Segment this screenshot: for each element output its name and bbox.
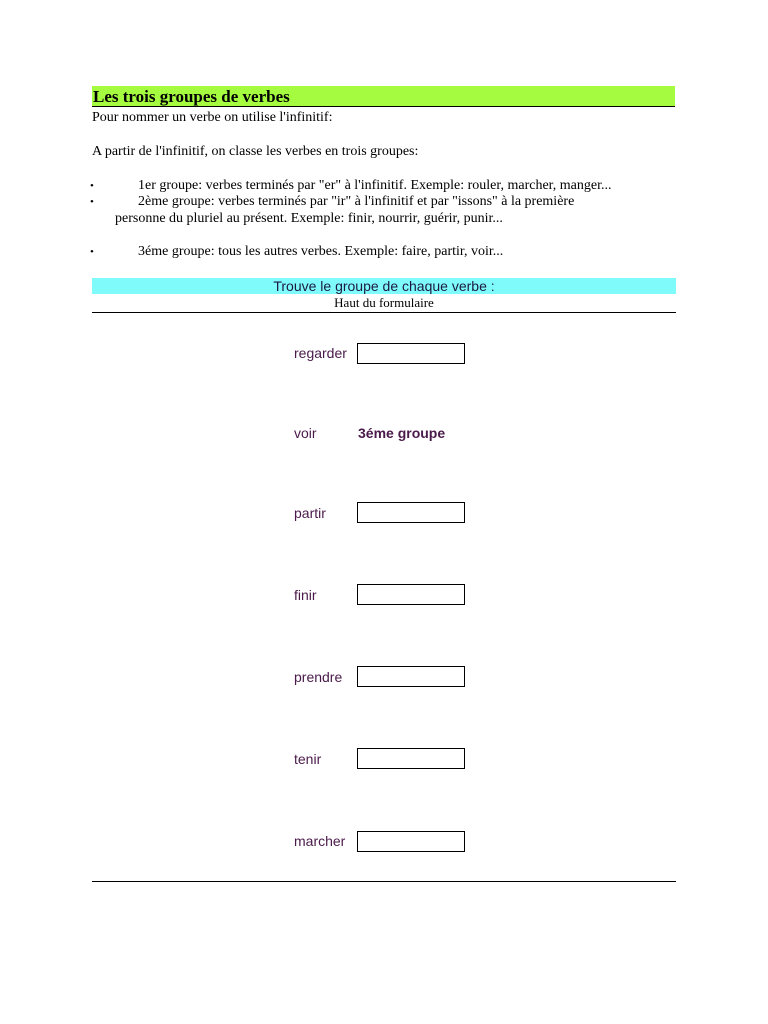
page-title: Les trois groupes de verbes [92,86,675,107]
verb-label: finir [294,587,317,603]
answer-input-finir[interactable] [357,584,465,605]
exercise-banner: Trouve le groupe de chaque verbe : [92,278,676,294]
group-2-text-continued: personne du pluriel au présent. Exemple: finir, nourrir, guérir, punir... [115,211,503,226]
group-1-text: 1er groupe: verbes terminés par "er" à l'infinitif. Exemple: rouler, marcher, manger... [138,178,612,193]
group-3-text: 3éme groupe: tous les autres verbes. Exemple: faire, partir, voir... [138,244,504,259]
answer-input-prendre[interactable] [357,666,465,687]
verb-label: regarder [294,345,347,361]
form-bottom-divider [92,881,676,882]
answer-input-partir[interactable] [357,502,465,523]
form-top-divider [92,312,676,313]
verb-label: marcher [294,833,346,849]
verb-label: voir [294,425,317,441]
answer-input-regarder[interactable] [357,343,465,364]
verb-label: tenir [294,751,322,767]
answer-value-voir: 3éme groupe [358,425,446,441]
answer-input-tenir[interactable] [357,748,465,769]
bullet-icon: • [90,180,94,192]
verb-label: prendre [294,669,343,685]
intro-text: Pour nommer un verbe on utilise l'infinitif: [92,110,333,125]
bullet-icon: • [90,246,94,258]
answer-input-marcher[interactable] [357,831,465,852]
verb-label: partir [294,505,326,521]
form-top-label: Haut du formulaire [334,295,434,310]
group-2-text: 2ème groupe: verbes terminés par "ir" à l'infinitif et par "issons" à la première [138,194,575,209]
classification-text: A partir de l'infinitif, on classe les verbes en trois groupes: [92,144,419,159]
bullet-icon: • [90,196,94,208]
